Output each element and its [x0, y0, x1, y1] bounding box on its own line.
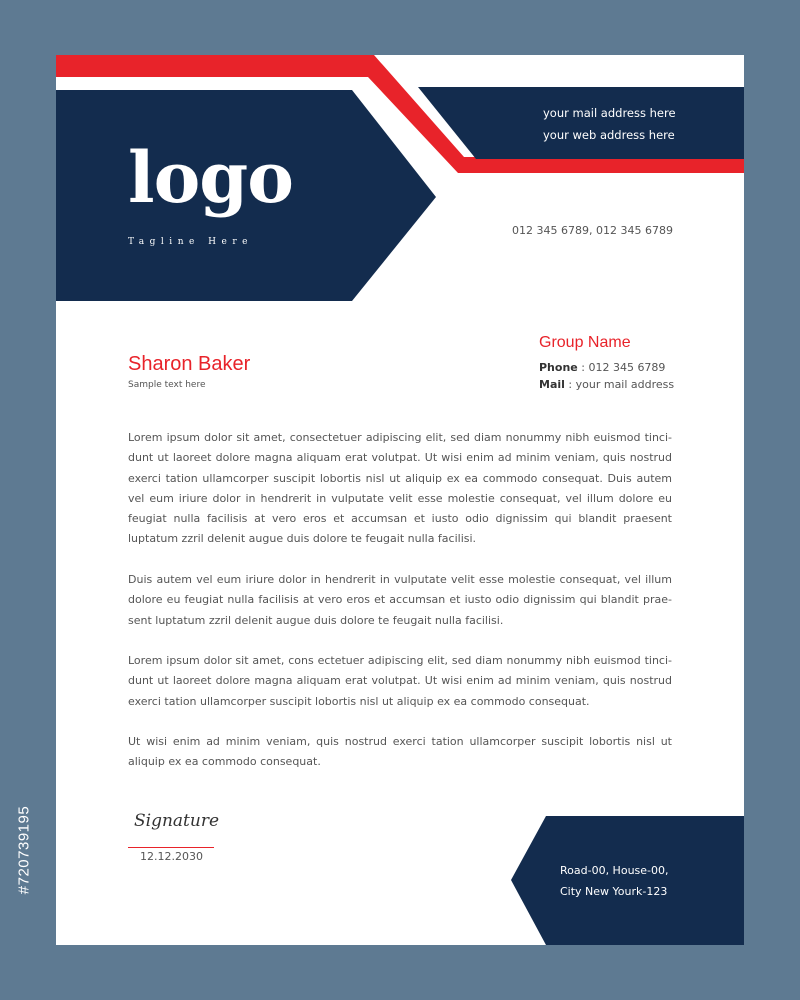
mail-label: Mail — [539, 378, 565, 391]
header-web: your web address here — [543, 128, 675, 142]
group-name: Group Name — [539, 334, 631, 351]
group-phone — [539, 361, 665, 374]
signature-date: 12.12.2030 — [140, 850, 203, 863]
body-paragraph-1 — [128, 428, 672, 550]
recipient-name: Sharon Baker — [128, 353, 251, 375]
footer-address — [560, 860, 669, 902]
mail-separator: : — [564, 378, 576, 391]
letterhead-sheet — [56, 55, 744, 945]
header-contact — [543, 102, 676, 146]
group-mail — [539, 378, 674, 391]
header-phones: 012 345 6789, 012 345 6789 — [512, 224, 673, 237]
address-line-2: City New Yourk-123 — [560, 885, 668, 898]
stock-id-text: #720739195 — [15, 805, 33, 895]
address-line-1: Road-00, House-00, — [560, 864, 669, 877]
body-paragraph-4 — [128, 732, 672, 773]
stock-id-label — [13, 765, 35, 935]
phone-separator: : — [577, 361, 589, 374]
phone-label: Phone — [539, 361, 578, 374]
recipient-subtitle: Sample text here — [128, 380, 206, 390]
paragraph-text: Lorem ipsum dolor sit amet, cons ectetuer adipiscing elit, sed diam nonummy nibh euismod tinci-dunt ut laoreet dolore magna aliquam erat volutpat. Ut wisi enim ad minim veniam, quis nostrud exerci tation ullamcorper suscipit lobortis nisl ut aliquip ex ea commodo consequat. — [128, 654, 672, 708]
body-paragraph-3 — [128, 651, 672, 712]
paragraph-text: Ut wisi enim ad minim veniam, quis nostrud exerci tation ullamcorper suscipit lobortis nisl ut aliquip ex ea commodo consequat. — [128, 735, 672, 769]
body-paragraph-2 — [128, 570, 672, 631]
signature-line — [128, 847, 214, 848]
tagline: Tagline Here — [128, 237, 253, 247]
phone-value: 012 345 6789 — [588, 361, 666, 374]
header-mail: your mail address here — [543, 106, 676, 120]
mail-value: your mail address — [575, 378, 675, 391]
signature-script: Signature — [134, 811, 220, 831]
paragraph-text: Duis autem vel eum iriure dolor in hendrerit in vulputate velit esse molestie consequat, vel illum dolore eu feugiat nulla facilisis at vero eros et accumsan et iusto odio dignissim qui blandit prae-sent luptatum zzril delenit augue duis dolore te feugait nulla facilisi. — [128, 573, 672, 627]
paragraph-text: Lorem ipsum dolor sit amet, consectetuer adipiscing elit, sed diam nonummy nibh euismod tinci-dunt ut laoreet dolore magna aliquam erat volutpat. Ut wisi enim ad minim veniam, quis nostrud exerci tation ullamcorper suscipit lobortis nisl ut aliquip ex ea commodo consequat. Duis autem vel eum iriure dolor in hendrerit in vulputate velit esse molestie consequat, vel illum dolore eu feugiat nulla facilisis at vero eros et accumsan et iusto odio dignissim qui blandit praesent luptatum zzril delenit augue duis dolore te feugait nulla facilisi. — [128, 431, 672, 546]
logo: logo — [128, 136, 293, 219]
